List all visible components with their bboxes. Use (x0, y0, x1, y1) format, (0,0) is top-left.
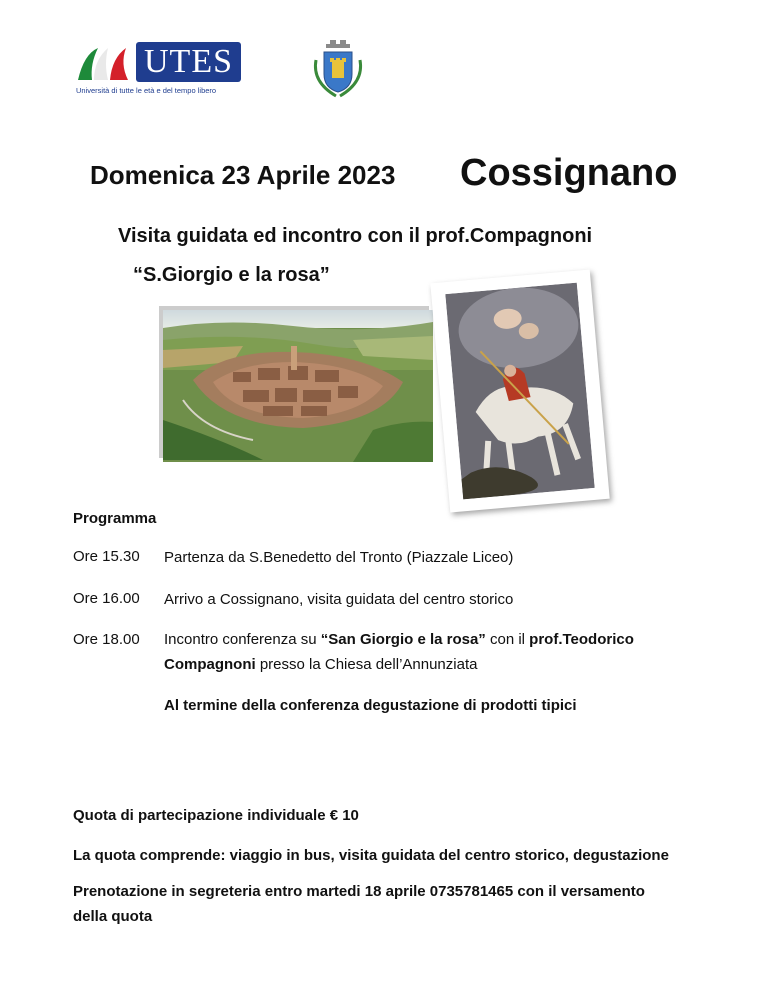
san-giorgio-painting (445, 283, 594, 500)
quota-info: Quota di partecipazione individuale € 10 (73, 807, 359, 824)
event-date: Domenica 23 Aprile 2023 (90, 160, 396, 190)
program-time-1: Ore 15.30 (73, 548, 140, 565)
program-text-3-talk-title: “San Giorgio e la rosa” (320, 631, 486, 648)
town-crest-icon (310, 38, 366, 102)
prenotazione-info (73, 879, 645, 929)
prenotazione-line-2: della quota (73, 908, 153, 925)
cossignano-aerial-photo (163, 310, 433, 462)
program-time-2: Ore 16.00 (73, 590, 140, 607)
program-text-2: Arrivo a Cossignano, visita guidata del centro storico (164, 591, 514, 608)
event-place: Cossignano (460, 152, 678, 194)
quota-comprende: La quota comprende: viaggio in bus, visita guidata del centro storico, degustazione (73, 847, 669, 864)
utes-logo (76, 42, 256, 102)
program-text-3-speaker-first: prof.Teodorico (529, 631, 634, 648)
program-text-3-part-a: Incontro conferenza su (164, 631, 321, 648)
program-text-3 (164, 627, 634, 677)
program-text-1: Partenza da S.Benedetto del Tronto (Piazzale Liceo) (164, 549, 514, 566)
san-giorgio-painting-frame (430, 269, 609, 512)
programma-heading: Programma (73, 510, 157, 527)
italian-flag-swoosh-icon (76, 46, 132, 82)
event-subtitle: Visita guidata ed incontro con il prof.Compagnoni (118, 225, 593, 247)
program-text-3-speaker-last: Compagnoni (164, 656, 256, 673)
event-quote-title: “S.Giorgio e la rosa” (133, 264, 330, 286)
program-note: Al termine della conferenza degustazione di prodotti tipici (164, 697, 577, 714)
prenotazione-line-1: Prenotazione in segreteria entro martedi 18 aprile 0735781465 con il versamento (73, 883, 645, 900)
utes-logo-subtitle: Università di tutte le età e del tempo libero (76, 86, 217, 95)
utes-logo-text: UTES (136, 42, 241, 82)
program-text-3-part-c: presso la Chiesa dell’Annunziata (255, 656, 478, 673)
program-text-3-part-b: con il (485, 631, 530, 648)
program-time-3: Ore 18.00 (73, 631, 140, 648)
